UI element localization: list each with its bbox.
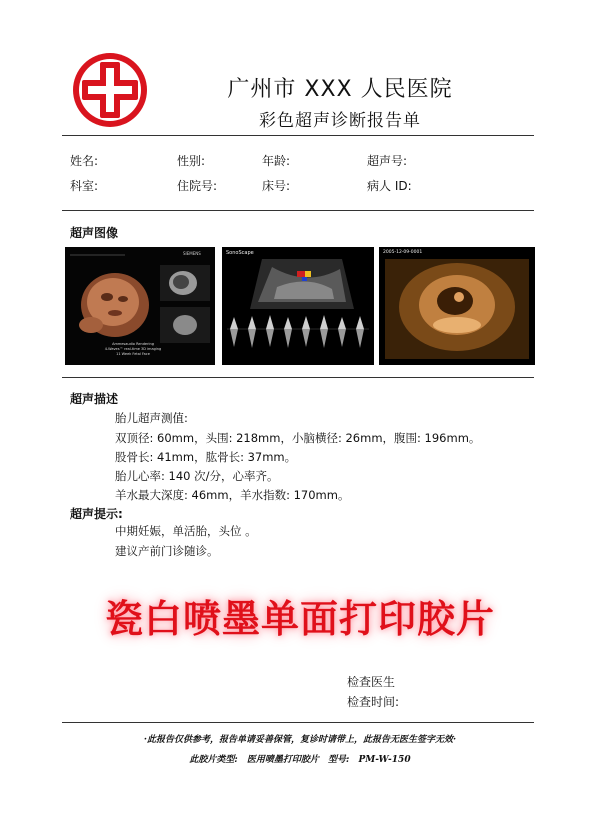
ultrasound-image-fetal-sac (379, 247, 535, 365)
footer-note: ·此报告仅供参考，报告单请妥善保管，复诊时请带上，此报告无医生签字无效· (143, 735, 457, 745)
footer-film-type: 此胶片类型: 医用喷墨打印胶片 型号: PM-W-150 (189, 755, 411, 765)
conclusion-line: 建议产前门诊随诊。 (115, 544, 219, 558)
doctor-label: 检查医生 (347, 675, 396, 689)
department-label: 科室: (70, 179, 99, 193)
ultrasound-image-doppler (222, 247, 374, 365)
image1-brand: SIEMENS (183, 251, 201, 256)
description-line: 羊水最大深度: 46mm，羊水指数: 170mm。 (115, 488, 350, 502)
footer-divider (62, 722, 534, 723)
bed-number-label: 床号: (262, 179, 291, 193)
age-label: 年龄: (262, 154, 291, 168)
description-line: 双顶径: 60mm，头围: 218mm，小脑横径: 26mm，腹围: 196mm。 (115, 431, 481, 445)
ultrasound-image-3d-face (65, 247, 215, 365)
description-line: 胎儿超声测值: (115, 411, 188, 425)
conclusion-section-title: 超声提示: (70, 507, 123, 521)
image3-stamp: 2005-12-09-0001 (383, 250, 423, 255)
name-label: 姓名: (70, 154, 99, 168)
promo-banner-text: 瓷白喷墨单面打印胶片 (104, 597, 495, 641)
gender-label: 性别: (177, 154, 206, 168)
conclusion-line: 中期妊娠，单活胎，头位 。 (115, 524, 257, 538)
description-section-title: 超声描述 (70, 392, 119, 406)
exam-time-label: 检查时间: (347, 695, 400, 709)
ultrasound-number-label: 超声号: (367, 154, 408, 168)
inpatient-number-label: 住院号: (177, 179, 218, 193)
images-divider (62, 377, 534, 378)
hospital-name: 广州市 XXX 人民医院 (227, 77, 453, 102)
report-title: 彩色超声诊断报告单 (259, 111, 421, 131)
info-divider (62, 210, 534, 211)
description-line: 股骨长: 41mm，肱骨长: 37mm。 (115, 450, 297, 464)
description-line: 胎儿心率: 140 次/分，心率齐。 (115, 469, 279, 483)
image1-caption: Ammesaudio Rendering 4-Waves™ real-time 3D imaging 11 Week Fetal Face (104, 342, 162, 356)
patient-id-label: 病人 ID: (367, 179, 412, 193)
header-divider (62, 135, 534, 136)
image2-brand: SonoScape (226, 250, 254, 256)
images-section-title: 超声图像 (70, 226, 119, 240)
